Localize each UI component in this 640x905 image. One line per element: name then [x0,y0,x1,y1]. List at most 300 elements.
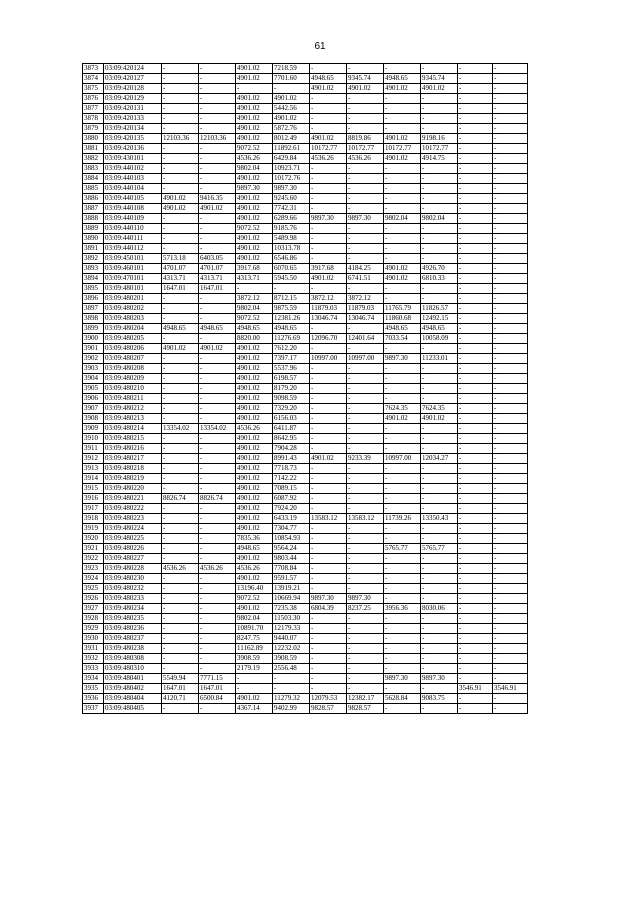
value-cell: 7089.15 [273,484,310,494]
value-cell: 4901.02 [236,174,273,184]
value-cell: - [421,174,458,184]
value-cell: - [310,654,347,664]
value-cell: 9185.76 [273,224,310,234]
value-cell: - [199,164,236,174]
value-cell: - [162,114,199,124]
value-cell: - [458,344,493,354]
row-number-cell: 3910 [83,434,104,444]
value-cell: - [384,654,421,664]
value-cell: - [162,394,199,404]
value-cell: - [384,384,421,394]
row-number-cell: 3888 [83,214,104,224]
value-cell: - [384,594,421,604]
value-cell: - [384,624,421,634]
value-cell: - [458,244,493,254]
value-cell: - [310,484,347,494]
value-cell: - [162,154,199,164]
value-cell: - [310,374,347,384]
value-cell: - [199,664,236,674]
row-number-cell: 3891 [83,244,104,254]
row-number-cell: 3909 [83,424,104,434]
value-cell: - [199,534,236,544]
value-cell: - [347,564,384,574]
row-number-cell: 3922 [83,554,104,564]
value-cell: 7904.28 [273,444,310,454]
value-cell: - [458,694,493,704]
value-cell: - [421,164,458,174]
value-cell: - [493,644,528,654]
value-cell: - [310,254,347,264]
value-cell: - [310,404,347,414]
value-cell: - [493,274,528,284]
value-cell: - [458,274,493,284]
value-cell: - [421,614,458,624]
row-number-cell: 3893 [83,264,104,274]
code-cell: 03:09:480213 [104,414,162,424]
value-cell: - [421,644,458,654]
value-cell: 6087.92 [273,494,310,504]
table-row [83,394,528,404]
value-cell: 4901.02 [236,114,273,124]
value-cell: - [310,204,347,214]
value-cell: 3917.68 [236,264,273,274]
code-cell: 03:09:420133 [104,114,162,124]
value-cell: - [347,184,384,194]
value-cell: - [458,464,493,474]
value-cell: - [421,244,458,254]
table-row [83,204,528,214]
value-cell: - [458,634,493,644]
value-cell: 9440.07 [273,634,310,644]
value-cell: - [458,304,493,314]
value-cell: - [493,124,528,134]
value-cell: 11739.26 [384,514,421,524]
value-cell: 9072.52 [236,224,273,234]
code-cell: 03:09:480204 [104,324,162,334]
value-cell: 4120.71 [162,694,199,704]
value-cell: 12103.36 [162,134,199,144]
row-number-cell: 3908 [83,414,104,424]
value-cell: - [273,674,310,684]
value-cell: - [458,144,493,154]
code-cell: 03:09:420127 [104,74,162,84]
value-cell: 7235.38 [273,604,310,614]
value-cell: - [347,524,384,534]
value-cell: 11879.03 [310,304,347,314]
row-number-cell: 3899 [83,324,104,334]
value-cell: - [199,634,236,644]
row-number-cell: 3892 [83,254,104,264]
value-cell: 4901.02 [421,414,458,424]
value-cell: - [384,254,421,264]
value-cell: - [458,384,493,394]
table-row [83,364,528,374]
value-cell: - [458,294,493,304]
value-cell: - [162,524,199,534]
value-cell: - [236,674,273,684]
table-row [83,694,528,704]
value-cell: - [421,114,458,124]
value-cell: - [199,394,236,404]
row-number-cell: 3925 [83,584,104,594]
value-cell: - [384,614,421,624]
value-cell: - [458,104,493,114]
value-cell: - [384,484,421,494]
value-cell: - [421,424,458,434]
value-cell: 4901.02 [236,384,273,394]
value-cell: - [493,84,528,94]
value-cell: - [199,414,236,424]
code-cell: 03:09:480216 [104,444,162,454]
code-cell: 03:09:480209 [104,374,162,384]
value-cell: - [458,704,493,714]
row-number-cell: 3887 [83,204,104,214]
value-cell: - [162,604,199,614]
value-cell: 12382.17 [347,694,384,704]
value-cell: 4901.02 [236,404,273,414]
value-cell: 9345.74 [421,74,458,84]
value-cell: 12096.70 [310,334,347,344]
value-cell: - [347,504,384,514]
value-cell: 9402.99 [273,704,310,714]
value-cell: - [162,374,199,384]
code-cell: 03:09:420135 [104,134,162,144]
value-cell: 4901.02 [310,134,347,144]
value-cell: - [199,334,236,344]
value-cell: 3872.12 [347,294,384,304]
value-cell: 13919.21 [273,584,310,594]
table-row [83,484,528,494]
value-cell: 4901.02 [236,134,273,144]
value-cell: - [493,224,528,234]
code-cell: 03:09:480233 [104,594,162,604]
value-cell: - [493,384,528,394]
value-cell: 7329.20 [273,404,310,414]
value-cell: - [310,524,347,534]
row-number-cell: 3930 [83,634,104,644]
value-cell: - [199,454,236,464]
value-cell: - [458,474,493,484]
value-cell: - [421,594,458,604]
value-cell: 13354.02 [199,424,236,434]
row-number-cell: 3884 [83,174,104,184]
value-cell: - [458,664,493,674]
value-cell: - [310,424,347,434]
value-cell: - [162,404,199,414]
value-cell: - [199,154,236,164]
value-cell: 11162.89 [236,644,273,654]
value-cell: - [162,444,199,454]
value-cell: - [162,464,199,474]
value-cell: 4901.02 [162,344,199,354]
row-number-cell: 3883 [83,164,104,174]
value-cell: 4901.02 [236,394,273,404]
row-number-cell: 3879 [83,124,104,134]
code-cell: 03:09:480230 [104,574,162,584]
table-row [83,464,528,474]
value-cell: - [310,174,347,184]
code-cell: 03:09:480237 [104,634,162,644]
value-cell: - [493,284,528,294]
value-cell: 4901.02 [236,354,273,364]
value-cell: - [493,204,528,214]
table-row [83,304,528,314]
value-cell: 13196.40 [236,584,273,594]
value-cell: 4536.26 [162,564,199,574]
row-number-cell: 3873 [83,64,104,74]
value-cell: - [458,194,493,204]
table-row [83,104,528,114]
value-cell: - [421,184,458,194]
value-cell: 6070.65 [273,264,310,274]
value-cell: - [421,434,458,444]
value-cell: 13354.02 [162,424,199,434]
value-cell: 6429.84 [273,154,310,164]
code-cell: 03:09:420134 [104,124,162,134]
value-cell: 10997.00 [384,454,421,464]
value-cell: - [493,104,528,114]
value-cell: 4536.26 [236,424,273,434]
value-cell: - [384,524,421,534]
value-cell: - [162,614,199,624]
value-cell: - [421,234,458,244]
value-cell: 4536.26 [199,564,236,574]
code-cell: 03:09:480207 [104,354,162,364]
value-cell: - [421,374,458,384]
value-cell: 4901.02 [273,94,310,104]
value-cell: - [421,384,458,394]
code-cell: 03:09:420136 [104,144,162,154]
row-number-cell: 3897 [83,304,104,314]
value-cell: - [347,634,384,644]
value-cell: 6411.87 [273,424,310,434]
value-cell: 11892.61 [273,144,310,154]
table-row [83,344,528,354]
value-cell: 4901.02 [236,474,273,484]
table-row [83,174,528,184]
value-cell: - [162,164,199,174]
value-cell: - [347,414,384,424]
value-cell: 7218.59 [273,64,310,74]
value-cell: 4948.65 [236,324,273,334]
value-cell: - [493,614,528,624]
value-cell: - [384,664,421,674]
row-number-cell: 3934 [83,674,104,684]
code-cell: 03:09:480217 [104,454,162,464]
value-cell: 11503.30 [273,614,310,624]
value-cell: 4948.65 [421,324,458,334]
value-cell: 7742.31 [273,204,310,214]
value-cell: - [199,174,236,184]
value-cell: - [384,244,421,254]
table-row [83,434,528,444]
value-cell: - [493,444,528,454]
code-cell: 03:09:480223 [104,514,162,524]
value-cell: 7708.84 [273,564,310,574]
table-row [83,524,528,534]
value-cell: 4948.65 [310,74,347,84]
value-cell: - [421,124,458,134]
row-number-cell: 3937 [83,704,104,714]
page-number: 61 [314,41,326,52]
value-cell: - [162,294,199,304]
code-cell: 03:09:480234 [104,604,162,614]
value-cell: 9098.59 [273,394,310,404]
table-row [83,444,528,454]
value-cell: - [384,424,421,434]
value-cell: 4184.25 [347,264,384,274]
value-cell: - [199,94,236,104]
code-cell: 03:09:480405 [104,704,162,714]
value-cell: 8820.00 [236,334,273,344]
value-cell: 3908.59 [273,654,310,664]
value-cell: - [162,84,199,94]
value-cell: 9245.60 [273,194,310,204]
value-cell: - [347,324,384,334]
value-cell: - [236,684,273,694]
code-cell: 03:09:420129 [104,94,162,104]
value-cell: 4901.02 [384,84,421,94]
value-cell: - [493,234,528,244]
row-number-cell: 3907 [83,404,104,414]
table-row [83,274,528,284]
value-cell: - [384,204,421,214]
value-cell: - [493,164,528,174]
value-cell: - [347,254,384,264]
row-number-cell: 3876 [83,94,104,104]
value-cell: - [162,434,199,444]
code-cell: 03:09:480220 [104,484,162,494]
value-cell: - [199,574,236,584]
value-cell: - [493,664,528,674]
table-row [83,324,528,334]
value-cell: 4901.02 [236,214,273,224]
value-cell: - [236,84,273,94]
value-cell: 11826.57 [421,304,458,314]
value-cell: - [347,664,384,674]
row-number-cell: 3919 [83,524,104,534]
table-row [83,64,528,74]
row-number-cell: 3929 [83,624,104,634]
code-cell: 03:09:420128 [104,84,162,94]
value-cell: - [493,514,528,524]
value-cell: 5549.94 [162,674,199,684]
value-cell: - [347,344,384,354]
row-number-cell: 3898 [83,314,104,324]
value-cell: - [493,594,528,604]
value-cell: - [162,124,199,134]
value-cell: - [199,404,236,414]
code-cell: 03:09:440105 [104,194,162,204]
value-cell: 3917.68 [310,264,347,274]
value-cell: 11279.32 [273,694,310,704]
value-cell: - [199,184,236,194]
value-cell: - [310,644,347,654]
value-cell: - [493,174,528,184]
table-row [83,334,528,344]
value-cell: - [384,374,421,384]
table-row [83,124,528,134]
table-row [83,284,528,294]
value-cell: - [162,484,199,494]
value-cell: - [162,334,199,344]
value-cell: 13350.43 [421,514,458,524]
code-cell: 03:09:480402 [104,684,162,694]
value-cell: - [493,74,528,84]
value-cell: 7304.77 [273,524,310,534]
row-number-cell: 3905 [83,384,104,394]
value-cell: 4901.02 [421,84,458,94]
value-cell: 4901.02 [347,84,384,94]
value-cell: 10172.77 [421,144,458,154]
value-cell: 4701.07 [162,264,199,274]
row-number-cell: 3933 [83,664,104,674]
table-row [83,604,528,614]
value-cell: - [199,214,236,224]
value-cell: 4901.02 [236,194,273,204]
value-cell: - [162,514,199,524]
value-cell: - [493,694,528,704]
value-cell: - [421,664,458,674]
value-cell: 4901.02 [236,234,273,244]
value-cell: - [162,644,199,654]
value-cell: 8012.49 [273,134,310,144]
value-cell: 10854.93 [273,534,310,544]
code-cell: 03:09:440103 [104,174,162,184]
value-cell: - [310,504,347,514]
value-cell: - [347,234,384,244]
value-cell: 6433.19 [273,514,310,524]
value-cell: - [493,624,528,634]
value-cell: - [310,324,347,334]
value-cell: - [458,364,493,374]
value-cell: - [421,684,458,694]
value-cell: 4901.02 [236,254,273,264]
value-cell: 4901.02 [236,514,273,524]
table-row [83,254,528,264]
value-cell: - [310,444,347,454]
value-cell: 12492.15 [421,314,458,324]
value-cell: - [347,364,384,374]
value-cell: - [199,124,236,134]
value-cell: 3872.12 [310,294,347,304]
row-number-cell: 3932 [83,654,104,664]
value-cell: - [162,304,199,314]
value-cell: 4901.02 [236,434,273,444]
table-row [83,84,528,94]
value-cell: - [162,214,199,224]
value-cell: 5442.56 [273,104,310,114]
value-cell: 8819.86 [347,134,384,144]
table-row [83,494,528,504]
value-cell: 9897.30 [384,354,421,364]
value-cell: - [421,584,458,594]
value-cell: - [162,654,199,664]
code-cell: 03:09:480215 [104,434,162,444]
code-cell: 03:09:480225 [104,534,162,544]
value-cell: 4948.65 [199,324,236,334]
value-cell: - [493,244,528,254]
table-row [83,474,528,484]
row-number-cell: 3936 [83,694,104,704]
value-cell: - [384,564,421,574]
value-cell: - [384,104,421,114]
table-row [83,624,528,634]
value-cell: - [421,444,458,454]
code-cell: 03:09:470101 [104,274,162,284]
value-cell: - [310,414,347,424]
value-cell: 4901.02 [384,274,421,284]
